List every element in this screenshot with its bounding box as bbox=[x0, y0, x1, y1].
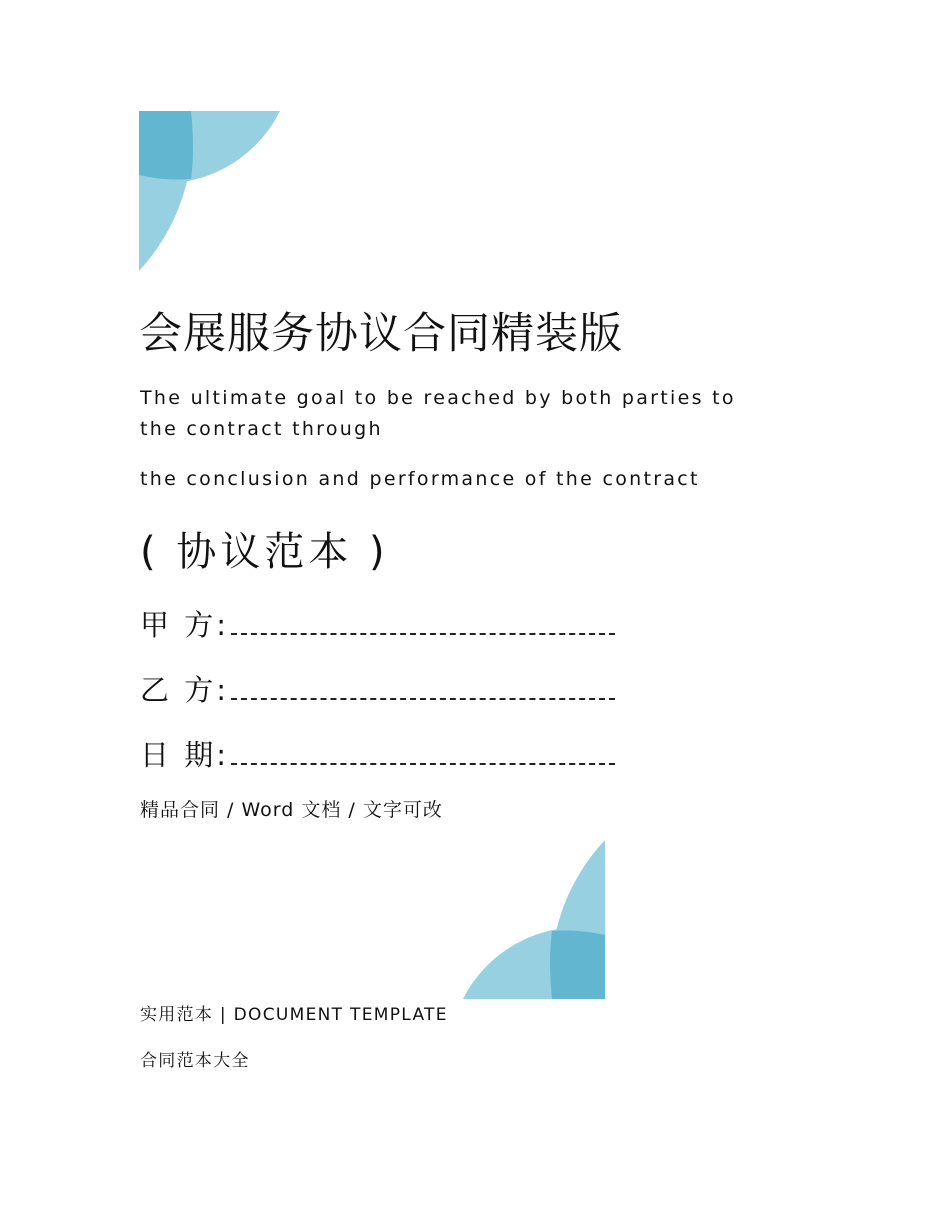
footer-template-label: 实用范本 | DOCUMENT TEMPLATE bbox=[140, 1005, 448, 1025]
date-blank[interactable] bbox=[231, 737, 615, 765]
party-b-blank[interactable] bbox=[231, 672, 615, 700]
party-a-label: 甲 方: bbox=[140, 608, 229, 642]
party-b-label: 乙 方: bbox=[140, 673, 229, 707]
bottom-shape-overlap bbox=[550, 931, 605, 1000]
top-shape-overlap bbox=[139, 111, 193, 180]
party-a-field bbox=[140, 605, 615, 645]
agreement-label: ( 协议范本 ) bbox=[140, 529, 389, 575]
date-label: 日 期: bbox=[140, 738, 229, 772]
party-b-field bbox=[140, 670, 615, 710]
top-decoration-shapes bbox=[139, 111, 280, 271]
subtitle-line-2: the conclusion and performance of the contract bbox=[140, 468, 700, 490]
bottom-decoration-shapes bbox=[463, 840, 605, 999]
date-field bbox=[140, 735, 615, 775]
document-title: 会展服务协议合同精装版 bbox=[139, 309, 623, 359]
subtitle-line-1: The ultimate goal to be reached by both parties to the contract through bbox=[140, 387, 736, 440]
footer-collection-label: 合同范本大全 bbox=[140, 1051, 250, 1071]
tagline: 精品合同 / Word 文档 / 文字可改 bbox=[140, 799, 443, 821]
top-decoration bbox=[139, 111, 280, 271]
bottom-decoration bbox=[463, 840, 605, 999]
party-a-blank[interactable] bbox=[231, 607, 615, 635]
